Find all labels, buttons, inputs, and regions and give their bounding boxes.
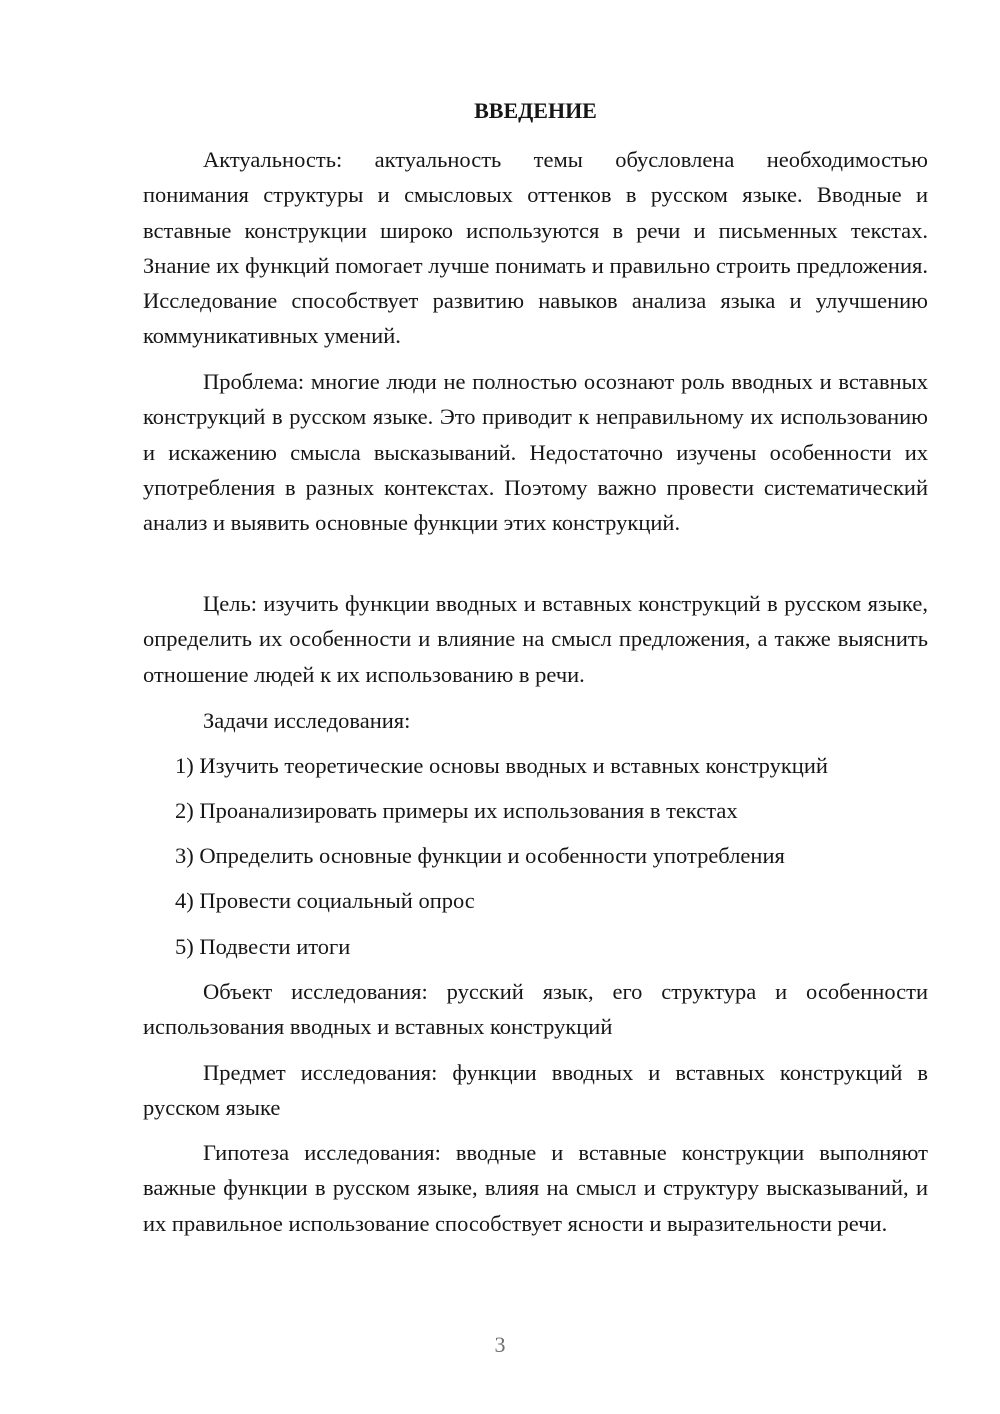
paragraph-relevance: Актуальность: актуальность темы обусловлена необходимостью понимания структуры и смысловых оттенков в русском языке. Вводные и вставные конструкции широко используются в речи и письменных текстах. Знание их функций помогает лучше понимать и правильно строить предложения. Исследование способствует развитию навыков анализа языка и улучшению коммуникативных умений. — [143, 147, 928, 349]
paragraph-goal: Цель: изучить функции вводных и вставных конструкций в русском языке, определить их особенности и влияние на смысл предложения, а также выяснить отношение людей к их использованию в речи. — [143, 591, 928, 687]
paragraph-hypothesis: Гипотеза исследования: вводные и вставные конструкции выполняют важные функции в русском языке, влияя на смысл и структуру высказываний, и их правильное использование способствует ясности и выразительности речи. — [143, 1140, 928, 1236]
paragraph-problem: Проблема: многие люди не полностью осознают роль вводных и вставных конструкций в русском языке. Это приводит к неправильному их использованию и искажению смысла высказываний. Недостаточно изучены особенности их употребления в разных контекстах. Поэтому важно провести систематический анализ и выявить основные функции этих конструкций. — [143, 369, 928, 536]
page-title: ВВЕДЕНИЕ — [474, 98, 597, 123]
page-number: 3 — [494, 1332, 506, 1357]
list-item-task-5: 5) Подвести итоги — [175, 934, 351, 959]
list-item-task-4: 4) Провести социальный опрос — [175, 888, 475, 913]
paragraph-subject: Предмет исследования: функции вводных и вставных конструкций в русском языке — [143, 1060, 928, 1121]
list-item-task-2: 2) Проанализировать примеры их использования в текстах — [175, 798, 738, 823]
tasks-heading: Задачи исследования: — [203, 708, 411, 733]
list-item-task-1: 1) Изучить теоретические основы вводных и вставных конструкций — [175, 753, 828, 778]
paragraph-object: Объект исследования: русский язык, его структура и особенности использования вводных и вставных конструкций — [143, 979, 928, 1040]
list-item-task-3: 3) Определить основные функции и особенности употребления — [175, 843, 785, 868]
